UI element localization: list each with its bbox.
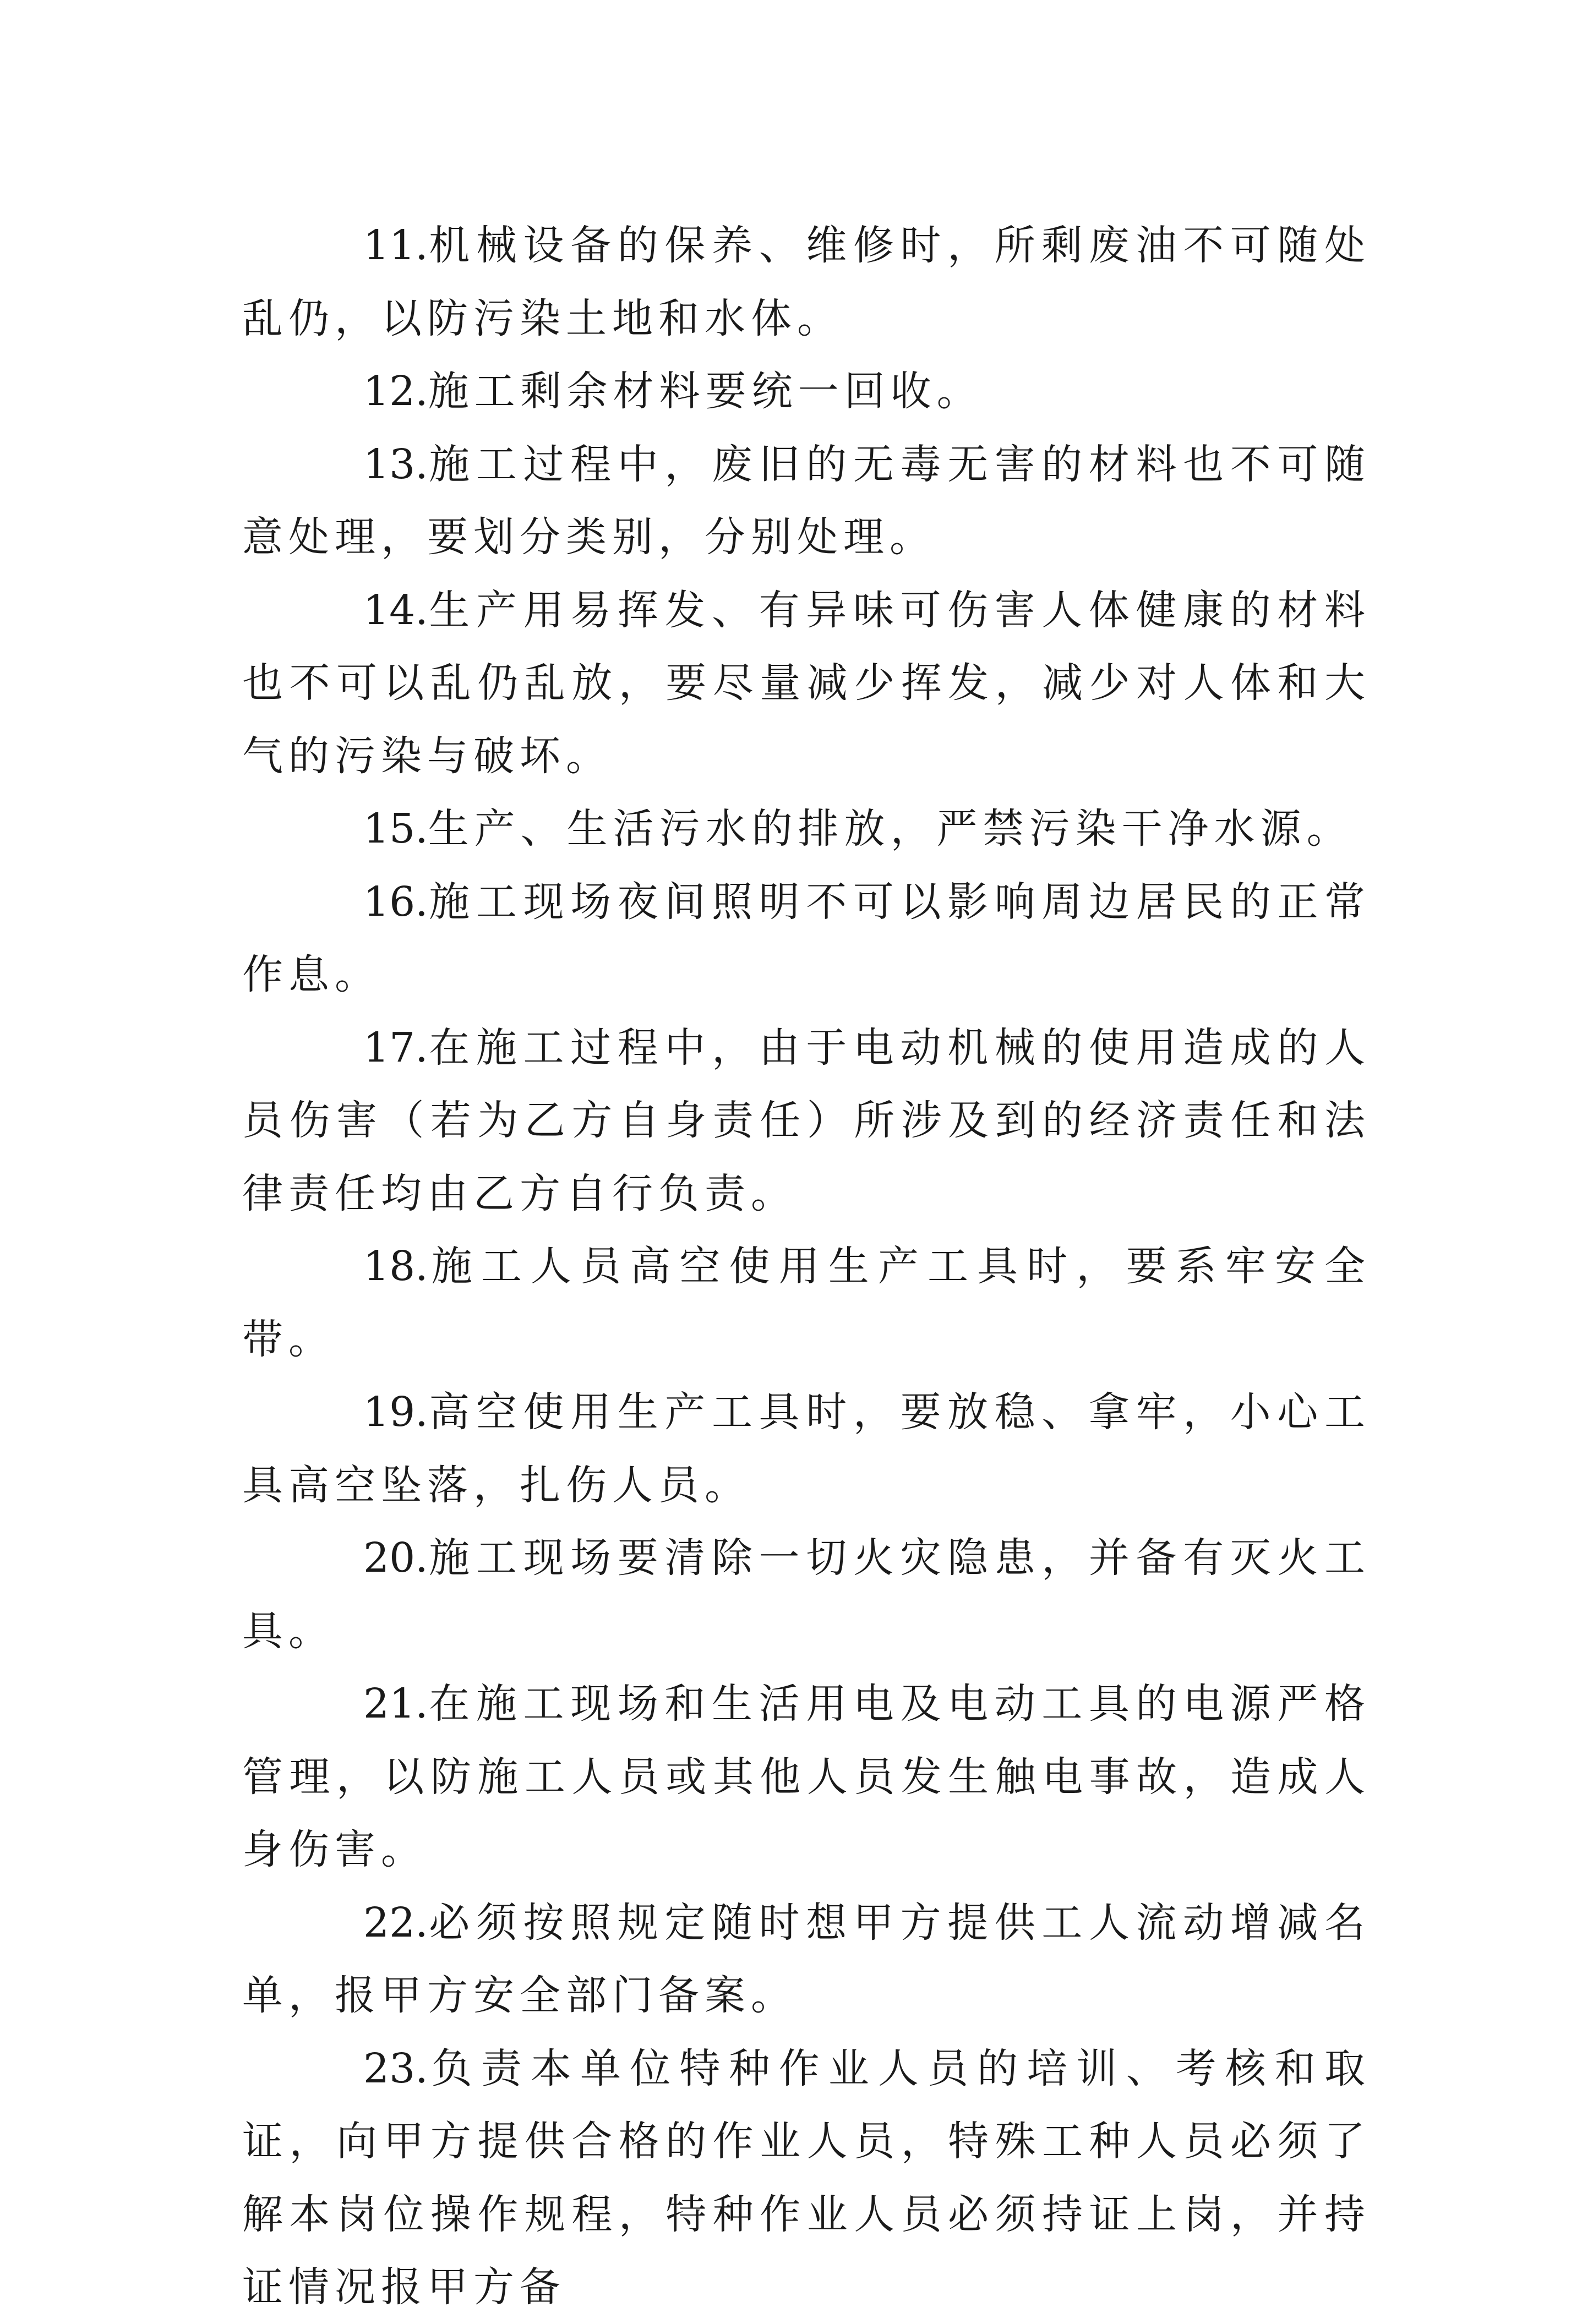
paragraph-text: 施工现场要清除一切火灾隐患，并备有灭火工具。: [242, 1534, 1371, 1655]
paragraph-text: 施工现场夜间照明不可以影响周边居民的正常作息。: [242, 878, 1371, 998]
paragraph-number: 15.: [363, 805, 428, 852]
paragraph-text: 施工剩余材料要统一回收。: [428, 368, 983, 415]
paragraph-20: [242, 1522, 1371, 1667]
paragraph-text: 负责本单位特种作业人员的培训、考核和取证，向甲方提供合格的作业人员，特殊工种人员必须了解本岗位操作规程，特种作业人员必须持证上岗，并持证情况报甲方备: [242, 2044, 1371, 2311]
paragraph-11: [242, 209, 1371, 355]
paragraph-number: 19.: [363, 1388, 428, 1436]
paragraph-text: 在施工过程中，由于电动机械的使用造成的人员伤害（若为乙方自身责任）所涉及到的经济责任和法律责任均由乙方自行负责。: [242, 1024, 1371, 1217]
paragraph-text: 生产、生活污水的排放，严禁污染干净水源。: [428, 805, 1353, 852]
paragraph-number: 23.: [363, 2044, 428, 2092]
paragraph-14: [242, 574, 1371, 793]
paragraph-number: 12.: [363, 368, 428, 415]
paragraph-16: [242, 866, 1371, 1011]
paragraph-23: [242, 2032, 1371, 2324]
paragraph-text: 施工人员高空使用生产工具时，要系牢安全带。: [242, 1243, 1371, 1363]
paragraph-15: [242, 792, 1371, 866]
paragraph-number: 11.: [363, 222, 428, 269]
paragraph-21: [242, 1667, 1371, 1886]
paragraph-18: [242, 1230, 1371, 1376]
paragraph-text: 施工过程中，废旧的无毒无害的材料也不可随意处理，要划分类别，分别处理。: [242, 440, 1371, 561]
document-body: [242, 209, 1371, 2324]
paragraph-17: [242, 1011, 1371, 1231]
paragraph-number: 22.: [363, 1899, 428, 1946]
paragraph-22: [242, 1886, 1371, 2032]
paragraph-text: 在施工现场和生活用电及电动工具的电源严格管理，以防施工人员或其他人员发生触电事故，造成人身伤害。: [242, 1680, 1371, 1873]
paragraph-text: 生产用易挥发、有异味可伤害人体健康的材料也不可以乱仍乱放，要尽量减少挥发，减少对人体和大气的污染与破坏。: [242, 586, 1371, 780]
paragraph-text: 必须按照规定随时想甲方提供工人流动增减名单，报甲方安全部门备案。: [242, 1899, 1371, 2019]
paragraph-13: [242, 428, 1371, 574]
paragraph-number: 21.: [363, 1680, 428, 1727]
paragraph-number: 13.: [363, 440, 428, 488]
paragraph-text: 机械设备的保养、维修时，所剩废油不可随处乱仍，以防污染土地和水体。: [242, 222, 1371, 342]
paragraph-number: 20.: [363, 1534, 428, 1582]
paragraph-number: 14.: [363, 586, 428, 634]
paragraph-number: 18.: [363, 1243, 428, 1290]
paragraph-19: [242, 1376, 1371, 1522]
paragraph-number: 17.: [363, 1024, 428, 1071]
paragraph-number: 16.: [363, 878, 428, 926]
paragraph-text: 高空使用生产工具时，要放稳、拿牢，小心工具高空坠落，扎伤人员。: [242, 1388, 1371, 1509]
paragraph-12: [242, 355, 1371, 428]
